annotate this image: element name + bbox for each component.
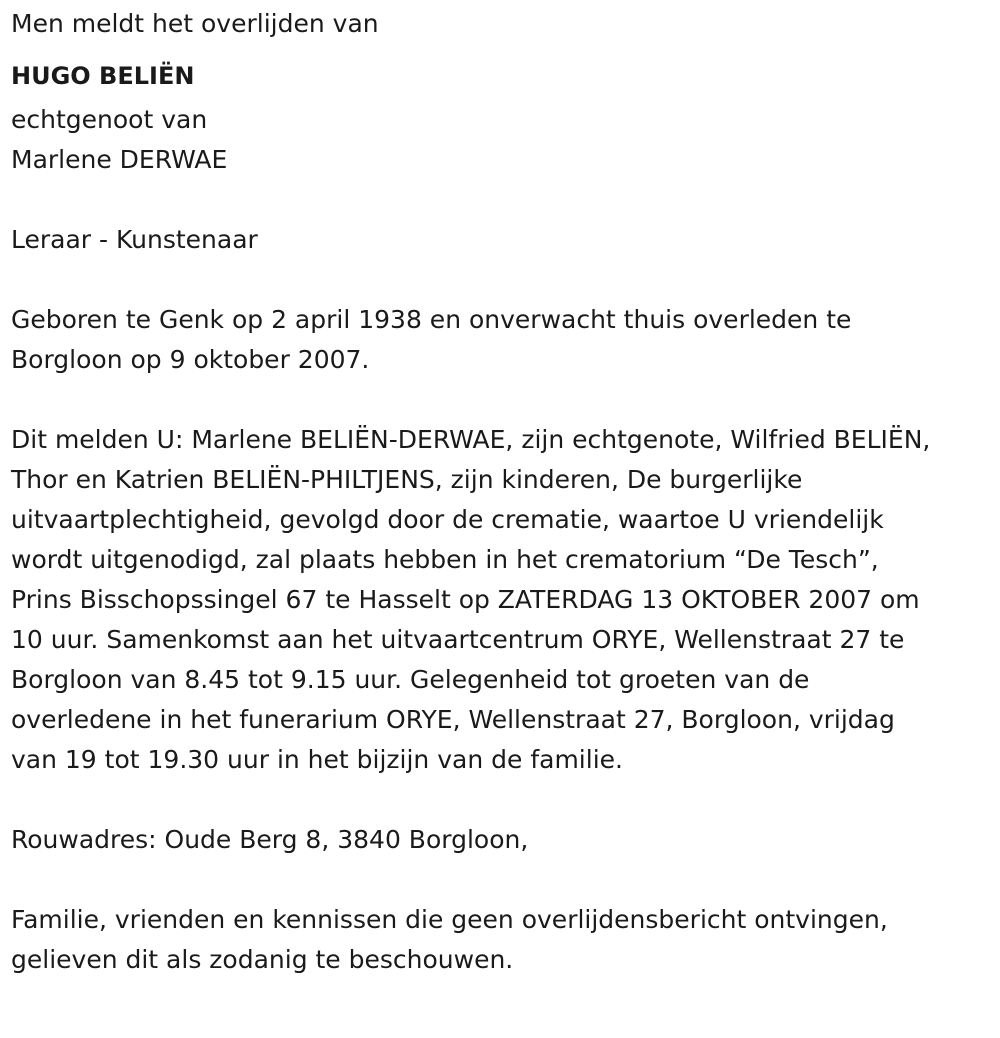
closing-paragraph [11,900,1000,980]
paragraph-line: Borgloon van 8.45 tot 9.15 uur. Gelegenheid tot groeten van de [11,665,810,694]
spouse-label: echtgenoot van [11,105,208,134]
intro-text: Men meldt het overlijden van [11,9,379,38]
birth-death-paragraph [11,300,1000,380]
profession: Leraar - Kunstenaar [11,225,258,254]
spacer [11,180,1000,220]
paragraph-line: wordt uitgenodigd, zal plaats hebben in het crematorium “De Tesch”, [11,545,879,574]
paragraph-line: 10 uur. Samenkomst aan het uitvaartcentrum ORYE, Wellenstraat 27 te [11,625,905,654]
paragraph-line: Geboren te Genk op 2 april 1938 en onverwacht thuis overleden te [11,305,852,334]
paragraph-line: Dit melden U: Marlene BELIËN-DERWAE, zijn echtgenote, Wilfried BELIËN, [11,425,931,454]
paragraph-line: Thor en Katrien BELIËN-PHILTJENS, zijn kinderen, De burgerlijke [11,465,803,494]
paragraph-line: Prins Bisschopssingel 67 te Hasselt op ZATERDAG 13 OKTOBER 2007 om [11,585,920,614]
paragraph-line: Borgloon op 9 oktober 2007. [11,345,370,374]
paragraph-line: uitvaartplechtigheid, gevolgd door de crematie, waartoe U vriendelijk [11,505,884,534]
spacer [11,44,1000,52]
announcement-paragraph [11,420,1000,780]
spacer [11,380,1000,420]
paragraph-line: van 19 tot 19.30 uur in het bijzijn van de familie. [11,745,623,774]
spacer [11,260,1000,300]
mourning-address: Rouwadres: Oude Berg 8, 3840 Borgloon, [11,825,529,854]
paragraph-line: overledene in het funerarium ORYE, Wellenstraat 27, Borgloon, vrijdag [11,705,895,734]
spacer [11,780,1000,820]
deceased-name: HUGO BELIËN [11,62,195,90]
paragraph-line: gelieven dit als zodanig te beschouwen. [11,945,514,974]
spouse-name: Marlene DERWAE [11,145,228,174]
spacer [11,860,1000,900]
paragraph-line: Familie, vrienden en kennissen die geen overlijdensbericht ontvingen, [11,905,888,934]
